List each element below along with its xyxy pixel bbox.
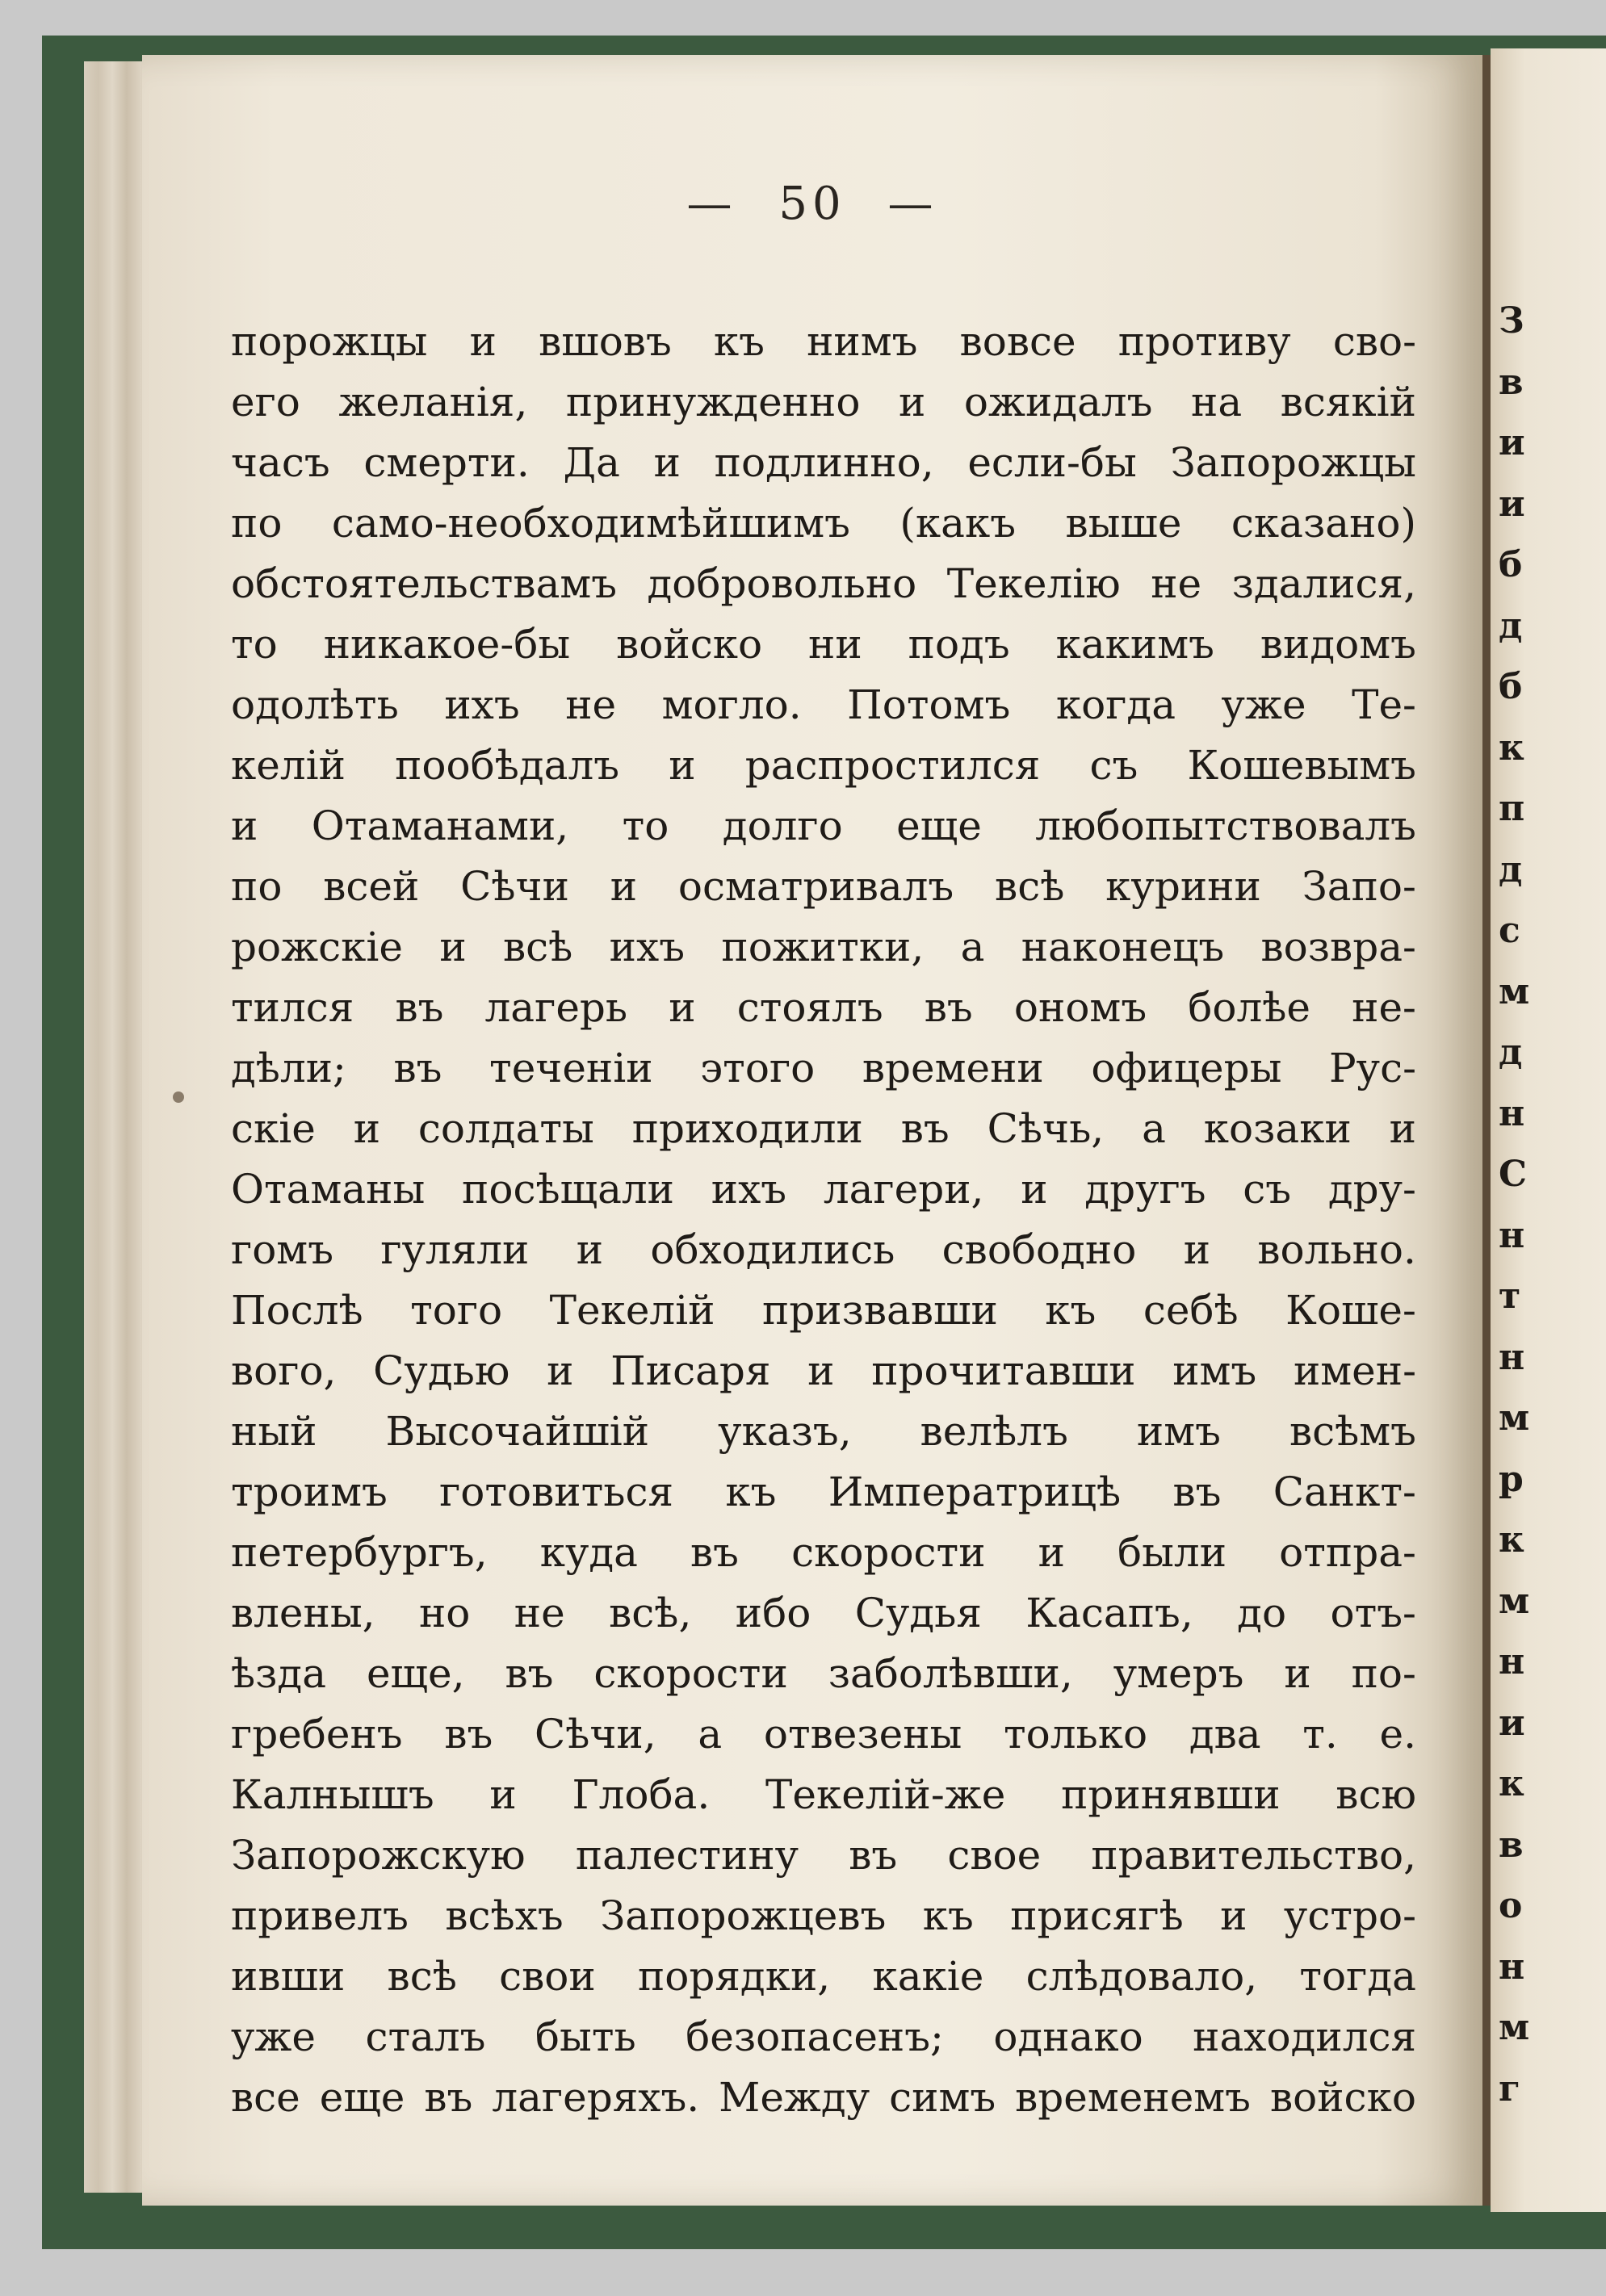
text-word: Между bbox=[719, 2074, 870, 2121]
facing-page-line: и bbox=[1499, 1702, 1525, 1744]
text-word: ожидалъ bbox=[963, 379, 1153, 425]
facing-page-line: к bbox=[1499, 1519, 1524, 1561]
text-word: умеръ bbox=[1113, 1650, 1244, 1697]
text-word: не- bbox=[1352, 984, 1416, 1031]
facing-page-line: в bbox=[1499, 1824, 1524, 1866]
text-word: всѣмъ bbox=[1289, 1408, 1416, 1455]
facing-page-line: м bbox=[1499, 1580, 1530, 1622]
text-word: Да bbox=[563, 439, 620, 486]
body-text bbox=[231, 312, 1416, 2128]
text-word: гребенъ bbox=[231, 1711, 403, 1758]
text-word: безопасенъ; bbox=[686, 2013, 944, 2060]
text-word: всѣ bbox=[503, 924, 573, 970]
text-word: и bbox=[898, 379, 926, 425]
text-word: временемъ bbox=[1015, 2074, 1251, 2121]
text-word: любопытствовалъ bbox=[1035, 802, 1416, 849]
text-word: порожцы bbox=[231, 318, 428, 365]
text-word: часъ bbox=[231, 439, 330, 486]
text-word: сказано) bbox=[1231, 500, 1416, 547]
text-word: Текелію bbox=[946, 560, 1121, 607]
text-word: Сѣчь, bbox=[987, 1105, 1105, 1152]
text-word: нимъ bbox=[807, 318, 918, 365]
facing-page-line: н bbox=[1499, 1336, 1525, 1378]
text-word: приходили bbox=[631, 1105, 863, 1152]
text-word: Запорожцы bbox=[1170, 439, 1416, 486]
text-word: Судью bbox=[373, 1347, 510, 1394]
text-word: въ bbox=[1172, 1469, 1222, 1515]
text-word: Сѣчи, bbox=[534, 1711, 656, 1758]
text-word: еще bbox=[319, 2074, 405, 2121]
text-word: симъ bbox=[889, 2074, 996, 2121]
text-word: къ bbox=[713, 318, 765, 365]
text-word: и bbox=[1389, 1105, 1416, 1152]
text-word: съ bbox=[1243, 1166, 1292, 1213]
text-word: два bbox=[1189, 1711, 1261, 1758]
text-word: рожскіе bbox=[231, 924, 403, 970]
text-word: и bbox=[469, 318, 497, 365]
text-word: влены, bbox=[231, 1590, 375, 1636]
book-page bbox=[142, 55, 1482, 2206]
facing-page-line: м bbox=[1499, 1397, 1530, 1439]
facing-page-line: н bbox=[1499, 1641, 1525, 1682]
page-number bbox=[142, 178, 1482, 230]
text-line bbox=[231, 554, 1416, 614]
facing-page-line: б bbox=[1499, 544, 1523, 585]
text-word: еще bbox=[896, 802, 982, 849]
text-word: Судья bbox=[854, 1590, 982, 1636]
text-word: только bbox=[1004, 1711, 1148, 1758]
text-word: и bbox=[547, 1347, 574, 1394]
text-word: готовиться bbox=[439, 1469, 674, 1515]
text-word: Запорожскую bbox=[231, 1832, 526, 1879]
text-word: и bbox=[1220, 1892, 1247, 1939]
text-word: скіе bbox=[231, 1105, 316, 1152]
text-line bbox=[231, 1583, 1416, 1644]
text-word: въ bbox=[444, 1711, 493, 1758]
text-word: указъ, bbox=[718, 1408, 852, 1455]
text-word: никакое-бы bbox=[323, 621, 571, 668]
text-word: и bbox=[1021, 1166, 1048, 1213]
text-word: ономъ bbox=[1013, 984, 1147, 1031]
text-word: (какъ bbox=[899, 500, 1017, 547]
text-word: вшовъ bbox=[539, 318, 672, 365]
facing-page-line: р bbox=[1499, 1458, 1524, 1500]
text-word: Те- bbox=[1352, 681, 1416, 728]
text-word: сталъ bbox=[365, 2013, 486, 2060]
facing-page-line: С bbox=[1499, 1154, 1528, 1195]
text-word: посѣщали bbox=[462, 1166, 675, 1213]
text-word: и bbox=[489, 1771, 517, 1818]
text-word: дру- bbox=[1327, 1166, 1416, 1213]
text-word: Писаря bbox=[610, 1347, 771, 1394]
text-word: принужденно bbox=[565, 379, 861, 425]
text-word: вольно. bbox=[1257, 1226, 1416, 1273]
text-word: здалися, bbox=[1231, 560, 1416, 607]
text-word: троимъ bbox=[231, 1469, 388, 1515]
text-word: вого, bbox=[231, 1347, 337, 1394]
text-word: видомъ bbox=[1260, 621, 1416, 668]
text-word: устро- bbox=[1283, 1892, 1416, 1939]
text-word: всякій bbox=[1280, 379, 1416, 425]
text-line bbox=[231, 1341, 1416, 1401]
page-number-dash-left: — bbox=[686, 178, 737, 230]
facing-page-line: д bbox=[1499, 1032, 1523, 1073]
text-word: Кошевымъ bbox=[1187, 742, 1416, 789]
text-word: Касапъ, bbox=[1025, 1590, 1193, 1636]
text-word: Послѣ bbox=[231, 1287, 363, 1334]
text-word: ни bbox=[808, 621, 862, 668]
text-word: всѣ bbox=[387, 1953, 457, 2000]
text-line bbox=[231, 1038, 1416, 1099]
text-word: скорости bbox=[791, 1529, 986, 1576]
text-line bbox=[231, 917, 1416, 978]
text-word: присягѣ bbox=[1010, 1892, 1184, 1939]
text-word: къ bbox=[1045, 1287, 1097, 1334]
text-word: призвавши bbox=[761, 1287, 998, 1334]
text-word: ихъ bbox=[711, 1166, 787, 1213]
text-word: а bbox=[1142, 1105, 1166, 1152]
text-word: подлинно, bbox=[714, 439, 934, 486]
text-word: болѣе bbox=[1188, 984, 1310, 1031]
text-word: долго bbox=[722, 802, 843, 849]
text-word: ѣзда bbox=[231, 1650, 327, 1697]
text-word: тился bbox=[231, 984, 354, 1031]
text-word: курини bbox=[1105, 863, 1261, 910]
facing-page-line: н bbox=[1499, 1946, 1525, 1988]
text-word: подъ bbox=[908, 621, 1010, 668]
text-word: отпра- bbox=[1279, 1529, 1416, 1576]
text-word: обстоятельствамъ bbox=[231, 560, 618, 607]
text-word: ивши bbox=[231, 1953, 346, 2000]
text-line bbox=[231, 312, 1416, 372]
text-word: и bbox=[807, 1347, 835, 1394]
text-word: Коше- bbox=[1285, 1287, 1416, 1334]
text-word: времени bbox=[862, 1045, 1044, 1091]
text-line bbox=[231, 675, 1416, 735]
text-word: лагеряхъ. bbox=[492, 2074, 700, 2121]
text-word: желанія, bbox=[338, 379, 528, 425]
text-word: одолѣть bbox=[231, 681, 399, 728]
text-word: и bbox=[610, 863, 638, 910]
text-word: могло. bbox=[661, 681, 802, 728]
facing-page-line: т bbox=[1499, 1276, 1521, 1317]
text-word: прочитавши bbox=[871, 1347, 1136, 1394]
text-word: въ bbox=[924, 984, 973, 1031]
text-word: были bbox=[1117, 1529, 1227, 1576]
text-word: до bbox=[1237, 1590, 1287, 1636]
text-word: и bbox=[1284, 1650, 1311, 1697]
text-word: и bbox=[576, 1226, 604, 1273]
text-word: сво- bbox=[1332, 318, 1416, 365]
text-line bbox=[231, 1099, 1416, 1159]
text-word: свои bbox=[499, 1953, 596, 2000]
text-word: свободно bbox=[941, 1226, 1137, 1273]
facing-page-line: г bbox=[1499, 2068, 1520, 2110]
text-line bbox=[231, 978, 1416, 1038]
text-word: слѣдовало, bbox=[1025, 1953, 1258, 2000]
text-line bbox=[231, 1704, 1416, 1765]
text-word: и bbox=[1038, 1529, 1065, 1576]
text-word: и bbox=[1183, 1226, 1211, 1273]
text-word: наконецъ bbox=[1021, 924, 1225, 970]
text-word: осматривалъ bbox=[677, 863, 954, 910]
text-word: всю bbox=[1336, 1771, 1416, 1818]
text-word: Текелій bbox=[549, 1287, 715, 1334]
text-word: однако bbox=[993, 2013, 1143, 2060]
text-line bbox=[231, 735, 1416, 796]
text-word: Текелій-же bbox=[765, 1771, 1006, 1818]
text-word: ный bbox=[231, 1408, 317, 1455]
text-word: стоялъ bbox=[736, 984, 883, 1031]
text-word: Потомъ bbox=[847, 681, 1011, 728]
text-word: съ bbox=[1089, 742, 1138, 789]
text-word: обходились bbox=[650, 1226, 895, 1273]
text-word: тогда bbox=[1299, 1953, 1416, 2000]
text-word: Сѣчи bbox=[460, 863, 569, 910]
text-word: въ bbox=[505, 1650, 554, 1697]
facing-page-line: м bbox=[1499, 970, 1530, 1012]
facing-page-line: б bbox=[1499, 666, 1523, 707]
text-line bbox=[231, 1220, 1416, 1280]
facing-page-line: З bbox=[1499, 300, 1524, 341]
text-word: вовсе bbox=[959, 318, 1076, 365]
text-word: на bbox=[1191, 379, 1243, 425]
text-line bbox=[231, 2007, 1416, 2068]
text-word: еще, bbox=[366, 1650, 465, 1697]
text-word: и bbox=[669, 742, 696, 789]
text-word: распростился bbox=[744, 742, 1041, 789]
text-word: солдаты bbox=[417, 1105, 594, 1152]
text-word: въ bbox=[395, 984, 444, 1031]
page-number-value: 50 bbox=[778, 178, 846, 230]
text-word: въ bbox=[424, 2074, 473, 2121]
text-word: къ bbox=[725, 1469, 777, 1515]
text-line bbox=[231, 2068, 1416, 2128]
text-word: т. bbox=[1302, 1711, 1338, 1758]
text-word: добровольно bbox=[647, 560, 917, 607]
text-word: уже bbox=[1221, 681, 1306, 728]
text-word: теченіи bbox=[489, 1045, 653, 1091]
text-word: дѣли; bbox=[231, 1045, 346, 1091]
text-line bbox=[231, 1462, 1416, 1523]
book-gutter bbox=[1482, 55, 1491, 2206]
text-word: отъ- bbox=[1330, 1590, 1416, 1636]
text-word: скорости bbox=[593, 1650, 788, 1697]
text-word: то bbox=[231, 621, 278, 668]
text-word: быть bbox=[535, 2013, 636, 2060]
text-line bbox=[231, 1825, 1416, 1886]
text-line bbox=[231, 493, 1416, 554]
text-word: Глоба. bbox=[572, 1771, 711, 1818]
text-word: въ bbox=[393, 1045, 442, 1091]
text-word: и bbox=[669, 984, 696, 1031]
text-word: принявши bbox=[1061, 1771, 1281, 1818]
text-word: всѣхъ bbox=[445, 1892, 564, 1939]
text-word: по bbox=[231, 500, 283, 547]
text-line bbox=[231, 857, 1416, 917]
text-word: имен- bbox=[1293, 1347, 1416, 1394]
page-number-dash-right: — bbox=[887, 178, 938, 230]
text-line bbox=[231, 1886, 1416, 1946]
text-word: войско bbox=[1269, 2074, 1416, 2121]
facing-page bbox=[1491, 48, 1606, 2212]
text-word: Отаманы bbox=[231, 1166, 426, 1213]
text-word: то bbox=[622, 802, 669, 849]
text-word: отвезены bbox=[763, 1711, 962, 1758]
text-word: куда bbox=[539, 1529, 638, 1576]
text-word: въ bbox=[849, 1832, 898, 1879]
facing-page-line: к bbox=[1499, 1763, 1524, 1804]
text-word: Императрицѣ bbox=[828, 1469, 1122, 1515]
text-word: правительство, bbox=[1091, 1832, 1416, 1879]
text-word: имъ bbox=[1172, 1347, 1257, 1394]
text-word: не bbox=[565, 681, 617, 728]
text-word: ихъ bbox=[444, 681, 520, 728]
facing-page-line: д bbox=[1499, 605, 1523, 647]
text-line bbox=[231, 1765, 1416, 1825]
text-word: всей bbox=[323, 863, 420, 910]
text-word: Отаманами, bbox=[311, 802, 569, 849]
text-word: уже bbox=[231, 2013, 317, 2060]
text-word: но bbox=[418, 1590, 471, 1636]
text-word: офицеры bbox=[1091, 1045, 1282, 1091]
text-word: Калнышъ bbox=[231, 1771, 434, 1818]
text-word: и bbox=[353, 1105, 381, 1152]
text-word: привелъ bbox=[231, 1892, 409, 1939]
text-word: петербургъ, bbox=[231, 1529, 488, 1576]
text-word: имъ bbox=[1136, 1408, 1221, 1455]
text-word: е. bbox=[1379, 1711, 1416, 1758]
text-word: какіе bbox=[872, 1953, 984, 2000]
text-word: пообѣдалъ bbox=[395, 742, 620, 789]
facing-page-line: н bbox=[1499, 1092, 1525, 1134]
facing-page-line: д bbox=[1499, 848, 1523, 890]
text-word: Запорожцевъ bbox=[600, 1892, 887, 1939]
text-line bbox=[231, 433, 1416, 493]
text-word: козаки bbox=[1203, 1105, 1352, 1152]
text-word: гуляли bbox=[380, 1226, 530, 1273]
text-word: порядки, bbox=[637, 1953, 831, 2000]
text-word: Санкт- bbox=[1273, 1469, 1416, 1515]
facing-page-line: к bbox=[1499, 727, 1524, 769]
text-word: въ bbox=[690, 1529, 739, 1576]
text-word: велѣлъ bbox=[920, 1408, 1068, 1455]
text-word: лагерь bbox=[484, 984, 628, 1031]
text-word: и bbox=[439, 924, 467, 970]
text-word: свое bbox=[947, 1832, 1042, 1879]
facing-page-line: в bbox=[1499, 361, 1524, 403]
text-word: по bbox=[231, 863, 283, 910]
text-line bbox=[231, 1280, 1416, 1341]
text-word: его bbox=[231, 379, 300, 425]
facing-page-line: с bbox=[1499, 910, 1520, 951]
text-word: противу bbox=[1117, 318, 1291, 365]
text-word: заболѣвши, bbox=[828, 1650, 1073, 1697]
text-line bbox=[231, 1946, 1416, 2007]
text-line bbox=[231, 1401, 1416, 1462]
text-word: не bbox=[514, 1590, 565, 1636]
text-word: войско bbox=[616, 621, 763, 668]
text-word: если-бы bbox=[967, 439, 1137, 486]
text-word: какимъ bbox=[1055, 621, 1214, 668]
text-word: этого bbox=[700, 1045, 816, 1091]
text-line bbox=[231, 1523, 1416, 1583]
text-word: всѣ bbox=[995, 863, 1065, 910]
text-word: всѣ, bbox=[609, 1590, 692, 1636]
margin-mark bbox=[173, 1091, 184, 1103]
text-word: пожитки, bbox=[721, 924, 925, 970]
facing-page-line: о bbox=[1499, 1885, 1523, 1926]
text-word: когда bbox=[1055, 681, 1176, 728]
text-line bbox=[231, 372, 1416, 433]
text-word: а bbox=[698, 1711, 723, 1758]
text-word: а bbox=[960, 924, 985, 970]
text-word: по- bbox=[1351, 1650, 1416, 1697]
text-word: того bbox=[410, 1287, 503, 1334]
text-word: выше bbox=[1065, 500, 1182, 547]
text-line bbox=[231, 796, 1416, 857]
text-word: Рус- bbox=[1329, 1045, 1416, 1091]
text-line bbox=[231, 1644, 1416, 1704]
text-word: и bbox=[653, 439, 681, 486]
text-word: ибо bbox=[735, 1590, 811, 1636]
text-word: не bbox=[1151, 560, 1202, 607]
facing-page-line: п bbox=[1499, 788, 1525, 829]
text-word: Запо- bbox=[1302, 863, 1416, 910]
text-word: къ bbox=[922, 1892, 974, 1939]
text-word: лагери, bbox=[823, 1166, 984, 1213]
text-word: смерти. bbox=[363, 439, 530, 486]
facing-page-line: и bbox=[1499, 422, 1525, 463]
text-word: другъ bbox=[1084, 1166, 1206, 1213]
text-word: ихъ bbox=[609, 924, 686, 970]
facing-page-text bbox=[1499, 291, 1604, 2119]
facing-page-line: и bbox=[1499, 483, 1525, 525]
text-word: само-необходимѣйшимъ bbox=[331, 500, 850, 547]
text-line bbox=[231, 614, 1416, 675]
text-word: себѣ bbox=[1143, 1287, 1239, 1334]
text-word: все bbox=[231, 2074, 300, 2121]
facing-page-line: н bbox=[1499, 1214, 1525, 1256]
text-word: Высочайшій bbox=[385, 1408, 650, 1455]
text-word: и bbox=[231, 802, 258, 849]
text-word: палестину bbox=[575, 1832, 799, 1879]
text-line bbox=[231, 1159, 1416, 1220]
facing-page-line: м bbox=[1499, 2007, 1530, 2048]
text-word: гомъ bbox=[231, 1226, 334, 1273]
text-word: келій bbox=[231, 742, 346, 789]
text-word: возвра- bbox=[1260, 924, 1416, 970]
text-word: въ bbox=[900, 1105, 950, 1152]
text-word: находился bbox=[1193, 2013, 1416, 2060]
